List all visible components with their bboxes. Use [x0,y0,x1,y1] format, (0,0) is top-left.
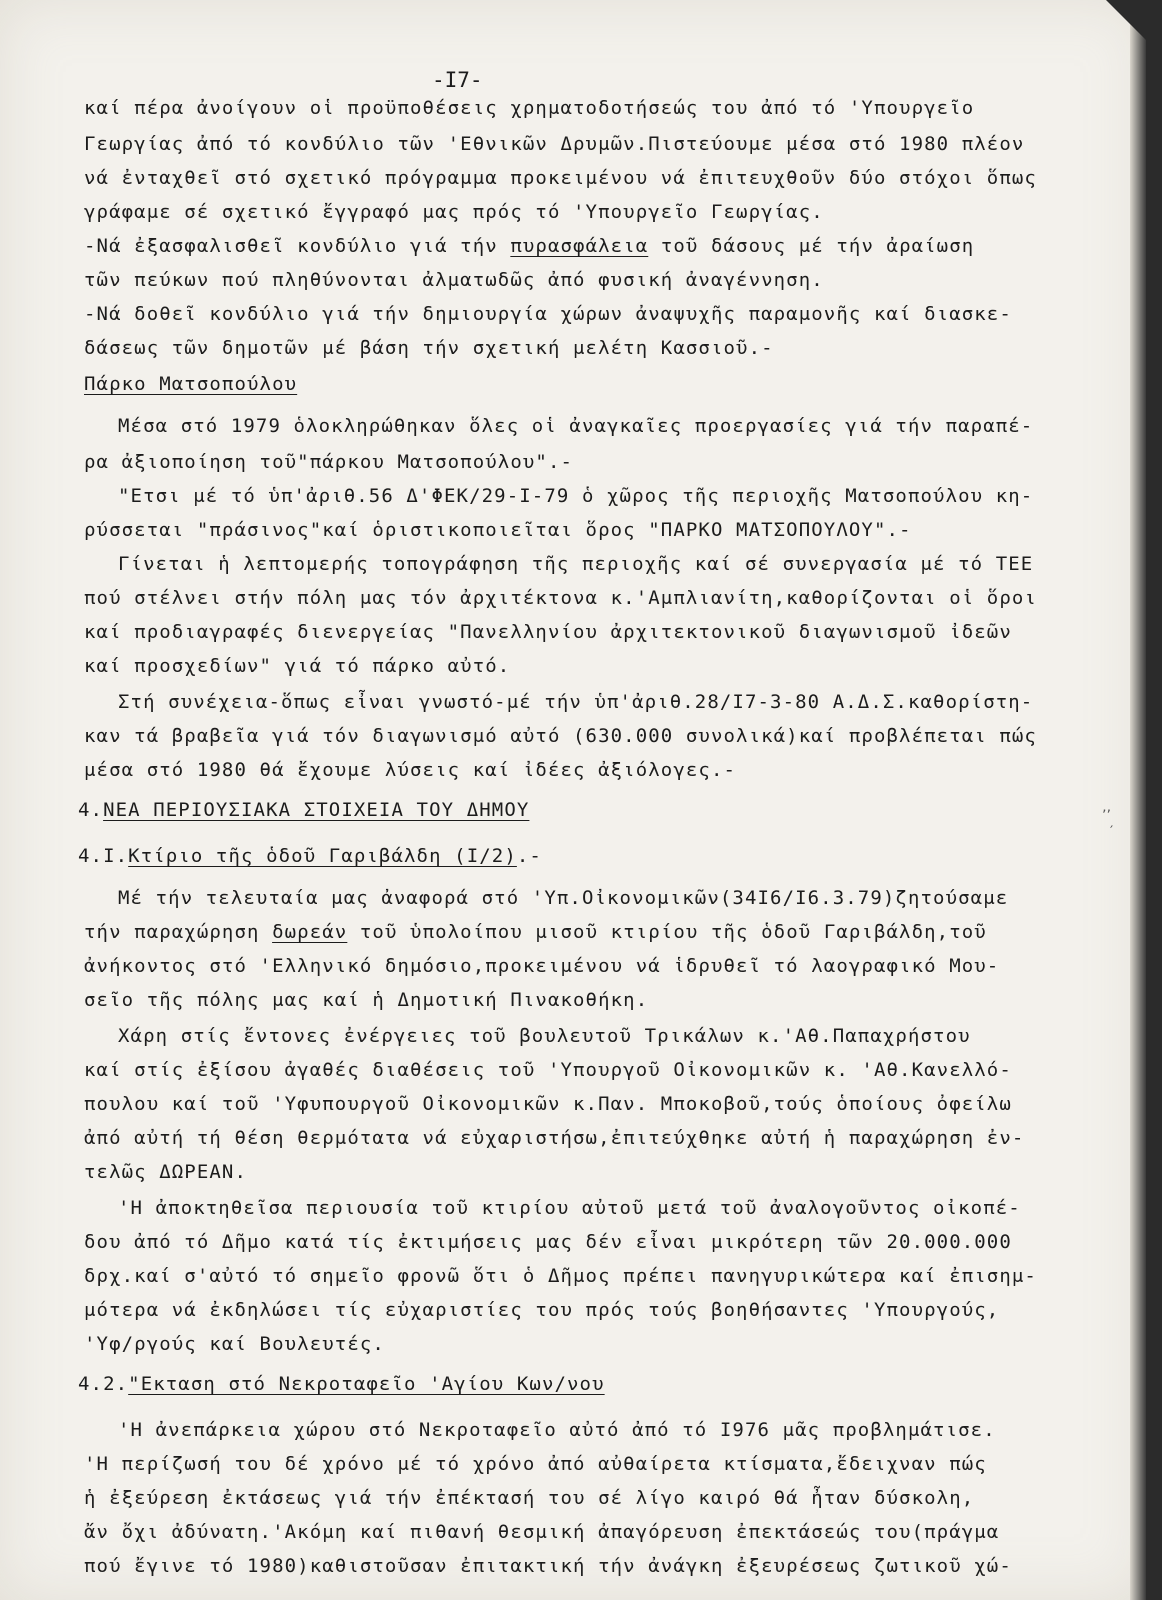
text-line: ἀπό αὐτή τή θέση θερμότατα νά εὐχαριστήσω,ἐπιτεύχθηκε αὐτή ἡ παραχώρηση ἐν- [84,1127,1025,1149]
text-segment: τοῦ ὑπολοίπου μισοῦ κτιρίου τῆς ὁδοῦ Γαριβάλδη,τοῦ [359,921,987,943]
text-line: -Νά δοθεῖ κονδύλιο γιά τήν δημιουργία χώρων ἀναψυχῆς παραμονῆς καί διασκε- [84,303,1012,325]
underlined-term: πυρασφάλεια [510,235,649,257]
text-segment: τοῦ δάσους μέ τήν ἀραίωση [660,235,975,257]
text-line: Μέσα στό 1979 ὁλοκληρώθηκαν ὅλες οἱ ἀναγκαῖες προεργασίες γιά τήν παραπέ- [118,415,1034,437]
text-line: 'Η ἀποκτηθεῖσα περιουσία τοῦ κτιρίου αὐτοῦ μετά τοῦ ἀναλογοῦντος οἰκοπέ- [118,1197,1021,1219]
section-title: "Εκταση στό Νεκροταφεῖο 'Αγίου Κων/νου [128,1373,605,1395]
text-line: δάσεως τῶν δημοτῶν μέ βάση τήν σχετική μελέτη Κασσιοῦ.- [84,337,774,359]
margin-tick-mark: ′ [1110,824,1114,840]
text-line: τελῶς ΔΩΡΕΑΝ. [84,1161,248,1183]
text-line: πού ἔγινε τό 1980)καθιστοῦσαν ἐπιτακτική τήν ἀνάγκη ἐξευρέσεως ζωτικοῦ χώ- [84,1555,1012,1577]
text-line: Γίνεται ἡ λεπτομερής τοπογράφηση τῆς περιοχῆς καί σέ συνεργασία μέ τό ΤΕΕ [118,553,1034,575]
text-line: δρχ.καί σ'αὐτό τό σημεῖο φρονῶ ὅτι ὁ Δῆμος πρέπει πανηγυρικώτερα καί ἐπισημ- [84,1265,1037,1287]
text-line [84,234,974,258]
text-line: πού στέλνει στήν πόλη μας τόν ἀρχιτέκτονα κ.'Αμπλιανίτη,καθορίζονται οἱ ὅροι [84,587,1037,609]
page-number: -I7- [432,68,483,92]
text-line: "Ετσι μέ τό ὑπ'ἀριθ.56 Δ'ΦΕΚ/29-Ι-79 ὁ χῶρος τῆς περιοχῆς Ματσοπούλου κη- [118,485,1034,507]
text-line: Χάρη στίς ἔντονες ἐνέργειες τοῦ βουλευτοῦ Τρικάλων κ.'Αθ.Παπαχρήστου [118,1025,971,1047]
text-line: 'Η ἀνεπάρκεια χώρου στό Νεκροταφεῖο αὐτό ἀπό τό Ι976 μᾶς προβλημάτισε. [118,1419,996,1441]
section-heading: Πάρκο Ματσοπούλου [84,373,298,395]
text-line: καί προσχεδίων" γιά τό πάρκο αὐτό. [84,655,511,677]
folded-corner [1106,0,1146,40]
text-line: μότερα νά ἐκδηλώσει τίς εὐχαριστίες του πρός τούς βοηθήσαντες 'Υπουργούς, [84,1299,1000,1321]
text-line: Στή συνέχεια-ὅπως εἶναι γνωστό-μέ τήν ὑπ'ἀριθ.28/Ι7-3-80 Α.Δ.Σ.καθορίστη- [118,691,1034,713]
margin-tick-mark: ’’ [1102,808,1111,824]
section-number: 4.2. [78,1373,129,1395]
underlined-term: δωρεάν [272,921,348,943]
section-number: 4. [78,799,104,821]
section-title: Κτίριο τῆς ὁδοῦ Γαριβάλδη (Ι/2) [128,845,517,867]
text-line: καί πέρα ἀνοίγουν οἱ προϋποθέσεις χρηματοδοτήσεώς του ἀπό τό 'Υπουργεῖο [84,97,975,119]
text-line: ρα ἀξιοποίηση τοῦ"πάρκου Ματσοπούλου".- [84,451,574,473]
text-line: ἀνήκοντος στό 'Ελληνικό δημόσιο,προκειμένου νά ἱδρυθεῖ τό λαογραφικό Μου- [84,955,1000,977]
text-line: μέσα στό 1980 θά ἔχουμε λύσεις καί ἰδέες ἀξιόλογες.- [84,759,737,781]
text-line: γράφαμε σέ σχετικό ἔγγραφό μας πρός τό 'Υπουργεῖο Γεωργίας. [84,201,824,223]
text-line: νά ἐνταχθεῖ στό σχετικό πρόγραμμα προκειμένου νά ἐπιτευχθοῦν δύο στόχοι ὅπως [84,167,1037,189]
text-line: Γεωργίας ἀπό τό κονδύλιο τῶν 'Εθνικῶν Δρυμῶν.Πιστεύουμε μέσα στό 1980 πλέον [84,133,1025,155]
text-line [84,920,987,944]
text-line: ἡ ἐξεύρεση ἐκτάσεως γιά τήν ἐπέκτασή του σέ λίγο καιρό θά ἦταν δύσκολη, [84,1487,975,1509]
text-line: τῶν πεύκων πού πληθύνονται ἀλματωδῶς ἀπό φυσική ἀναγέννηση. [84,269,824,291]
text-line: σεῖο τῆς πόλης μας καί ἡ Δημοτική Πινακοθήκη. [84,989,649,1011]
text-line: 'Υφ/ργούς καί Βουλευτές. [84,1333,385,1355]
text-line: καί προδιαγραφές διενεργείας "Πανελληνίου ἀρχιτεκτονικοῦ διαγωνισμοῦ ἰδεῶν [84,621,1012,643]
text-line: καί στίς ἐξίσου ἀγαθές διαθέσεις τοῦ 'Υπουργοῦ Οἰκονομικῶν κ. 'Αθ.Κανελλό- [84,1059,1012,1081]
section-title: ΝΕΑ ΠΕΡΙΟΥΣΙΑΚΑ ΣΤΟΙΧΕΙΑ ΤΟΥ ΔΗΜΟΥ [103,799,530,821]
text-line: Μέ τήν τελευταία μας ἀναφορά στό 'Υπ.Οἰκονομικῶν(34Ι6/Ι6.3.79)ζητούσαμε [118,887,1009,909]
text-segment: .- [516,845,542,867]
text-line: καν τά βραβεῖα γιά τόν διαγωνισμό αὐτό (630.000 συνολικά)καί προβλέπεται πώς [84,725,1037,747]
text-line: 'Η περίζωσή του δέ χρόνο μέ τό χρόνο ἀπό αὐθαίρετα κτίσματα,ἔδειχναν πώς [84,1453,987,1475]
text-segment: -Νά ἐξασφαλισθεῖ κονδύλιο γιά τήν [84,235,498,257]
page-edge-shadow [1130,0,1146,1600]
section-number: 4.Ι. [78,845,129,867]
text-line: ρύσσεται "πράσινος"καί ὁριστικοποιεῖται ὅρος "ΠΑΡΚΟ ΜΑΤΣΟΠΟΥΛΟΥ".- [84,519,912,541]
text-line: δου ἀπό τό Δῆμο κατά τίς ἐκτιμήσεις μας δέν εἶναι μικρότερη τῶν 20.000.000 [84,1231,1012,1253]
text-segment: τήν παραχώρηση [84,921,260,943]
section-heading [78,798,529,822]
text-line: ἄν ὄχι ἀδύνατη.'Ακόμη καί πιθανή θεσμική ἀπαγόρευση ἐπεκτάσεώς του(πράγμα [84,1521,1000,1543]
text-line: πουλου καί τοῦ 'Υφυπουργοῦ Οἰκονομικῶν κ.Παν. Μποκοβοῦ,τούς ὁποίους ὀφείλω [84,1093,1012,1115]
subsection-heading [78,1372,605,1396]
subsection-heading [78,844,542,868]
